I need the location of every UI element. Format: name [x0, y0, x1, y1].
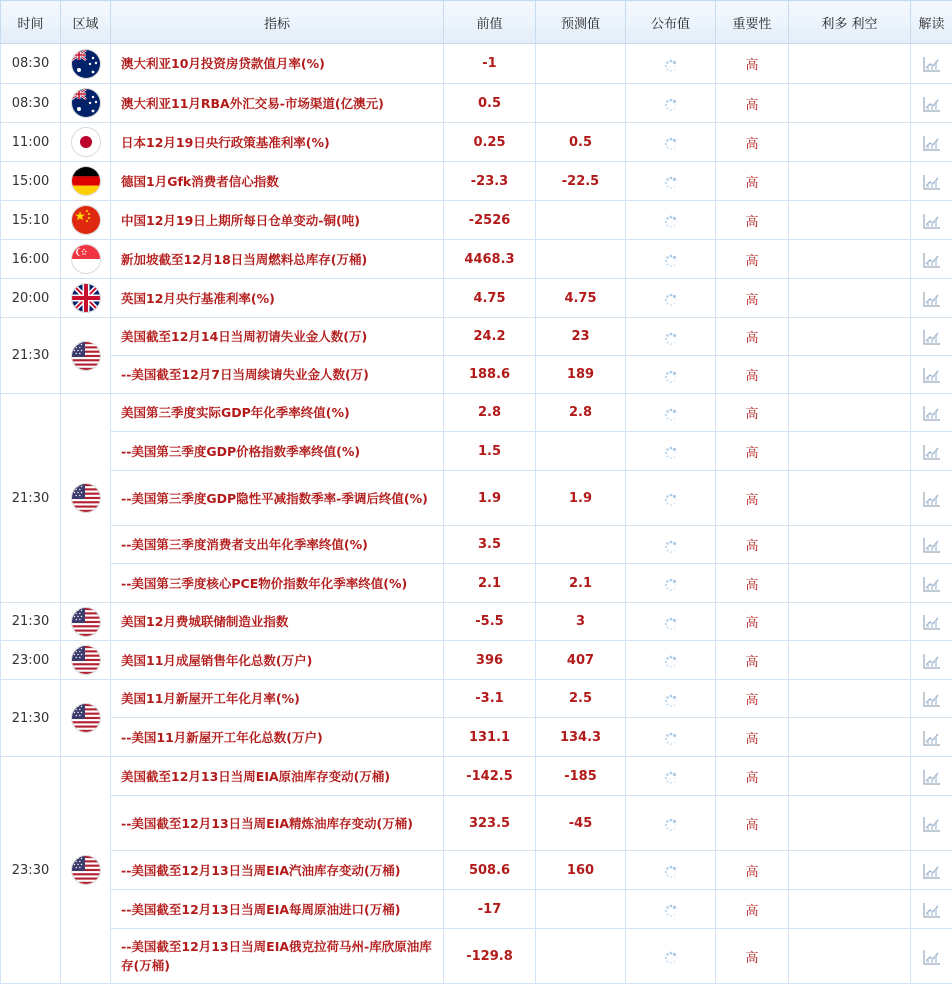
actual-cell — [626, 318, 716, 356]
line-chart-icon[interactable] — [922, 652, 942, 670]
table-row — [1, 718, 952, 757]
importance-cell: 高 — [716, 162, 789, 201]
analysis-cell[interactable] — [911, 796, 952, 851]
indicator-cell[interactable]: 美国截至12月13日当周EIA原油库存变动(万桶) — [111, 757, 444, 796]
analysis-cell[interactable] — [911, 84, 952, 123]
indicator-cell[interactable]: 英国12月央行基准利率(%) — [111, 279, 444, 318]
time-cell: 23:00 — [1, 641, 61, 680]
line-chart-icon[interactable] — [922, 404, 942, 422]
impact-cell — [789, 432, 911, 471]
loading-spinner-icon — [664, 407, 678, 421]
previous-cell: 188.6 — [444, 356, 536, 394]
impact-cell — [789, 356, 911, 394]
analysis-cell[interactable] — [911, 564, 952, 603]
actual-cell — [626, 44, 716, 84]
previous-cell: -3.1 — [444, 680, 536, 718]
table-row — [1, 526, 952, 564]
importance-cell: 高 — [716, 929, 789, 984]
indicator-cell[interactable]: 中国12月19日上期所每日仓单变动-铜(吨) — [111, 201, 444, 240]
loading-spinner-icon — [664, 97, 678, 111]
loading-spinner-icon — [664, 770, 678, 784]
indicator-cell[interactable]: --美国第三季度核心PCE物价指数年化季率终值(%) — [111, 564, 444, 603]
indicator-cell[interactable]: 澳大利亚11月RBA外汇交易-市场渠道(亿澳元) — [111, 84, 444, 123]
impact-cell — [789, 718, 911, 757]
line-chart-icon[interactable] — [922, 55, 942, 73]
previous-cell: -2526 — [444, 201, 536, 240]
previous-cell: 131.1 — [444, 718, 536, 757]
actual-cell — [626, 641, 716, 680]
line-chart-icon[interactable] — [922, 251, 942, 269]
indicator-cell[interactable]: 日本12月19日央行政策基准利率(%) — [111, 123, 444, 162]
forecast-cell: 189 — [536, 356, 626, 394]
region-cell — [61, 318, 111, 394]
table-row — [1, 44, 952, 84]
time-cell: 21:30 — [1, 603, 61, 641]
forecast-cell: -185 — [536, 757, 626, 796]
importance-cell: 高 — [716, 603, 789, 641]
previous-cell: 323.5 — [444, 796, 536, 851]
line-chart-icon[interactable] — [922, 490, 942, 508]
indicator-cell[interactable]: 澳大利亚10月投资房贷款值月率(%) — [111, 44, 444, 84]
forecast-cell: 4.75 — [536, 279, 626, 318]
time-cell: 15:00 — [1, 162, 61, 201]
table-row — [1, 851, 952, 890]
actual-cell — [626, 564, 716, 603]
impact-cell — [789, 240, 911, 279]
loading-spinner-icon — [664, 58, 678, 72]
actual-cell — [626, 394, 716, 432]
actual-cell — [626, 432, 716, 471]
previous-cell: -1 — [444, 44, 536, 84]
loading-spinner-icon — [664, 331, 678, 345]
indicator-cell[interactable]: 美国12月费城联储制造业指数 — [111, 603, 444, 641]
loading-spinner-icon — [664, 253, 678, 267]
importance-cell: 高 — [716, 201, 789, 240]
flag-au-icon — [72, 50, 100, 78]
loading-spinner-icon — [664, 654, 678, 668]
actual-cell — [626, 680, 716, 718]
importance-cell: 高 — [716, 44, 789, 84]
loading-spinner-icon — [664, 950, 678, 964]
importance-cell: 高 — [716, 356, 789, 394]
line-chart-icon[interactable] — [922, 613, 942, 631]
forecast-cell — [536, 929, 626, 984]
analysis-cell[interactable] — [911, 240, 952, 279]
forecast-cell — [536, 44, 626, 84]
region-cell — [61, 44, 111, 84]
indicator-cell[interactable]: --美国截至12月13日当周EIA俄克拉荷马州-库欣原油库存(万桶) — [111, 929, 444, 984]
line-chart-icon[interactable] — [922, 729, 942, 747]
previous-cell: -23.3 — [444, 162, 536, 201]
loading-spinner-icon — [664, 616, 678, 630]
analysis-cell[interactable] — [911, 432, 952, 471]
indicator-cell[interactable]: 美国截至12月14日当周初请失业金人数(万) — [111, 318, 444, 356]
analysis-cell[interactable] — [911, 394, 952, 432]
flag-sg-icon — [72, 245, 100, 273]
header-impact: 利多 利空 — [789, 1, 911, 44]
line-chart-icon[interactable] — [922, 443, 942, 461]
indicator-cell[interactable]: 新加坡截至12月18日当周燃料总库存(万桶) — [111, 240, 444, 279]
line-chart-icon[interactable] — [922, 95, 942, 113]
time-cell: 08:30 — [1, 84, 61, 123]
flag-au-icon — [72, 89, 100, 117]
actual-cell — [626, 851, 716, 890]
analysis-cell[interactable] — [911, 757, 952, 796]
line-chart-icon[interactable] — [922, 290, 942, 308]
header-forecast: 预测值 — [536, 1, 626, 44]
impact-cell — [789, 796, 911, 851]
table-row — [1, 318, 952, 356]
table-row — [1, 162, 952, 201]
importance-cell: 高 — [716, 851, 789, 890]
loading-spinner-icon — [664, 539, 678, 553]
importance-cell: 高 — [716, 718, 789, 757]
region-cell — [61, 757, 111, 984]
analysis-cell[interactable] — [911, 851, 952, 890]
actual-cell — [626, 123, 716, 162]
indicator-cell[interactable]: 美国第三季度实际GDP年化季率终值(%) — [111, 394, 444, 432]
loading-spinner-icon — [664, 864, 678, 878]
time-cell: 08:30 — [1, 44, 61, 84]
indicator-cell[interactable]: 美国11月成屋销售年化总数(万户) — [111, 641, 444, 680]
importance-cell: 高 — [716, 432, 789, 471]
indicator-cell[interactable]: --美国截至12月7日当周续请失业金人数(万) — [111, 356, 444, 394]
importance-cell: 高 — [716, 471, 789, 526]
flag-us-icon — [72, 484, 100, 512]
loading-spinner-icon — [664, 693, 678, 707]
importance-cell: 高 — [716, 84, 789, 123]
line-chart-icon[interactable] — [922, 768, 942, 786]
forecast-cell — [536, 432, 626, 471]
importance-cell: 高 — [716, 279, 789, 318]
previous-cell: -142.5 — [444, 757, 536, 796]
table-row — [1, 279, 952, 318]
table-row — [1, 929, 952, 984]
actual-cell — [626, 718, 716, 757]
analysis-cell[interactable] — [911, 162, 952, 201]
loading-spinner-icon — [664, 136, 678, 150]
header-time: 时间 — [1, 1, 61, 44]
indicator-cell[interactable]: 德国1月Gfk消费者信心指数 — [111, 162, 444, 201]
impact-cell — [789, 318, 911, 356]
previous-cell: 24.2 — [444, 318, 536, 356]
forecast-cell: 1.9 — [536, 471, 626, 526]
region-cell — [61, 394, 111, 603]
table-row — [1, 471, 952, 526]
previous-cell: 4468.3 — [444, 240, 536, 279]
loading-spinner-icon — [664, 492, 678, 506]
previous-cell: 2.1 — [444, 564, 536, 603]
importance-cell: 高 — [716, 318, 789, 356]
region-cell — [61, 279, 111, 318]
loading-spinner-icon — [664, 731, 678, 745]
header-indicator: 指标 — [111, 1, 444, 44]
actual-cell — [626, 471, 716, 526]
analysis-cell[interactable] — [911, 44, 952, 84]
previous-cell: -5.5 — [444, 603, 536, 641]
flag-us-icon — [72, 342, 100, 370]
importance-cell: 高 — [716, 757, 789, 796]
forecast-cell: 407 — [536, 641, 626, 680]
forecast-cell: 2.1 — [536, 564, 626, 603]
line-chart-icon[interactable] — [922, 212, 942, 230]
line-chart-icon[interactable] — [922, 328, 942, 346]
actual-cell — [626, 162, 716, 201]
time-cell: 11:00 — [1, 123, 61, 162]
forecast-cell: 134.3 — [536, 718, 626, 757]
previous-cell: -129.8 — [444, 929, 536, 984]
impact-cell — [789, 44, 911, 84]
region-cell — [61, 162, 111, 201]
previous-cell: 4.75 — [444, 279, 536, 318]
analysis-cell[interactable] — [911, 123, 952, 162]
impact-cell — [789, 84, 911, 123]
loading-spinner-icon — [664, 903, 678, 917]
header-row — [1, 1, 952, 44]
indicator-cell[interactable]: 美国11月新屋开工年化月率(%) — [111, 680, 444, 718]
flag-cn-icon — [72, 206, 100, 234]
forecast-cell: -45 — [536, 796, 626, 851]
impact-cell — [789, 123, 911, 162]
table-row — [1, 84, 952, 123]
time-cell: 23:30 — [1, 757, 61, 984]
forecast-cell: 2.8 — [536, 394, 626, 432]
importance-cell: 高 — [716, 564, 789, 603]
line-chart-icon[interactable] — [922, 948, 942, 966]
impact-cell — [789, 680, 911, 718]
impact-cell — [789, 757, 911, 796]
previous-cell: 2.8 — [444, 394, 536, 432]
line-chart-icon[interactable] — [922, 815, 942, 833]
forecast-cell — [536, 201, 626, 240]
impact-cell — [789, 929, 911, 984]
analysis-cell[interactable] — [911, 603, 952, 641]
header-previous: 前值 — [444, 1, 536, 44]
analysis-cell[interactable] — [911, 680, 952, 718]
time-cell: 21:30 — [1, 318, 61, 394]
region-cell — [61, 240, 111, 279]
impact-cell — [789, 394, 911, 432]
actual-cell — [626, 603, 716, 641]
line-chart-icon[interactable] — [922, 862, 942, 880]
indicator-cell[interactable]: --美国截至12月13日当周EIA每周原油进口(万桶) — [111, 890, 444, 929]
time-cell: 21:30 — [1, 394, 61, 603]
indicator-cell[interactable]: --美国截至12月13日当周EIA精炼油库存变动(万桶) — [111, 796, 444, 851]
line-chart-icon[interactable] — [922, 134, 942, 152]
analysis-cell[interactable] — [911, 471, 952, 526]
line-chart-icon[interactable] — [922, 366, 942, 384]
header-actual: 公布值 — [626, 1, 716, 44]
header-region: 区域 — [61, 1, 111, 44]
indicator-cell[interactable]: --美国第三季度GDP价格指数季率终值(%) — [111, 432, 444, 471]
actual-cell — [626, 84, 716, 123]
analysis-cell[interactable] — [911, 718, 952, 757]
importance-cell: 高 — [716, 796, 789, 851]
indicator-cell[interactable]: --美国截至12月13日当周EIA汽油库存变动(万桶) — [111, 851, 444, 890]
importance-cell: 高 — [716, 240, 789, 279]
analysis-cell[interactable] — [911, 641, 952, 680]
forecast-cell: 2.5 — [536, 680, 626, 718]
forecast-cell: -22.5 — [536, 162, 626, 201]
region-cell — [61, 123, 111, 162]
actual-cell — [626, 929, 716, 984]
forecast-cell: 3 — [536, 603, 626, 641]
actual-cell — [626, 757, 716, 796]
table-row — [1, 603, 952, 641]
forecast-cell: 0.5 — [536, 123, 626, 162]
previous-cell: -17 — [444, 890, 536, 929]
table-row — [1, 890, 952, 929]
table-body — [1, 44, 952, 984]
loading-spinner-icon — [664, 817, 678, 831]
flag-gb-icon — [72, 284, 100, 312]
table-row — [1, 394, 952, 432]
line-chart-icon[interactable] — [922, 173, 942, 191]
table-row — [1, 432, 952, 471]
loading-spinner-icon — [664, 214, 678, 228]
table-row — [1, 680, 952, 718]
flag-us-icon — [72, 704, 100, 732]
loading-spinner-icon — [664, 445, 678, 459]
importance-cell: 高 — [716, 123, 789, 162]
region-cell — [61, 641, 111, 680]
analysis-cell[interactable] — [911, 201, 952, 240]
forecast-cell — [536, 526, 626, 564]
table-row — [1, 201, 952, 240]
previous-cell: 1.9 — [444, 471, 536, 526]
analysis-cell[interactable] — [911, 526, 952, 564]
previous-cell: 1.5 — [444, 432, 536, 471]
importance-cell: 高 — [716, 680, 789, 718]
actual-cell — [626, 796, 716, 851]
actual-cell — [626, 240, 716, 279]
flag-jp-icon — [72, 128, 100, 156]
forecast-cell — [536, 84, 626, 123]
actual-cell — [626, 279, 716, 318]
analysis-cell[interactable] — [911, 279, 952, 318]
impact-cell — [789, 201, 911, 240]
line-chart-icon[interactable] — [922, 690, 942, 708]
impact-cell — [789, 471, 911, 526]
actual-cell — [626, 890, 716, 929]
analysis-cell[interactable] — [911, 929, 952, 984]
actual-cell — [626, 201, 716, 240]
impact-cell — [789, 851, 911, 890]
loading-spinner-icon — [664, 292, 678, 306]
region-cell — [61, 201, 111, 240]
region-cell — [61, 680, 111, 757]
importance-cell: 高 — [716, 641, 789, 680]
header-importance: 重要性 — [716, 1, 789, 44]
analysis-cell[interactable] — [911, 890, 952, 929]
indicator-cell[interactable]: --美国11月新屋开工年化总数(万户) — [111, 718, 444, 757]
table-row — [1, 757, 952, 796]
impact-cell — [789, 890, 911, 929]
analysis-cell[interactable] — [911, 318, 952, 356]
forecast-cell — [536, 240, 626, 279]
table-row — [1, 240, 952, 279]
indicator-cell[interactable]: --美国第三季度消费者支出年化季率终值(%) — [111, 526, 444, 564]
impact-cell — [789, 641, 911, 680]
line-chart-icon[interactable] — [922, 536, 942, 554]
importance-cell: 高 — [716, 890, 789, 929]
previous-cell: 0.5 — [444, 84, 536, 123]
line-chart-icon[interactable] — [922, 575, 942, 593]
line-chart-icon[interactable] — [922, 901, 942, 919]
actual-cell — [626, 356, 716, 394]
forecast-cell — [536, 890, 626, 929]
flag-us-icon — [72, 608, 100, 636]
table-row — [1, 641, 952, 680]
table-row — [1, 356, 952, 394]
header-analysis: 解读 — [911, 1, 952, 44]
region-cell — [61, 603, 111, 641]
flag-us-icon — [72, 856, 100, 884]
time-cell: 16:00 — [1, 240, 61, 279]
time-cell: 15:10 — [1, 201, 61, 240]
impact-cell — [789, 564, 911, 603]
previous-cell: 0.25 — [444, 123, 536, 162]
impact-cell — [789, 162, 911, 201]
actual-cell — [626, 526, 716, 564]
previous-cell: 396 — [444, 641, 536, 680]
impact-cell — [789, 526, 911, 564]
previous-cell: 508.6 — [444, 851, 536, 890]
table-row — [1, 564, 952, 603]
forecast-cell: 23 — [536, 318, 626, 356]
flag-de-icon — [72, 167, 100, 195]
time-cell: 21:30 — [1, 680, 61, 757]
time-cell: 20:00 — [1, 279, 61, 318]
loading-spinner-icon — [664, 577, 678, 591]
impact-cell — [789, 603, 911, 641]
analysis-cell[interactable] — [911, 356, 952, 394]
loading-spinner-icon — [664, 369, 678, 383]
impact-cell — [789, 279, 911, 318]
forecast-cell: 160 — [536, 851, 626, 890]
loading-spinner-icon — [664, 175, 678, 189]
previous-cell: 3.5 — [444, 526, 536, 564]
table-row — [1, 796, 952, 851]
table-row — [1, 123, 952, 162]
importance-cell: 高 — [716, 526, 789, 564]
importance-cell: 高 — [716, 394, 789, 432]
region-cell — [61, 84, 111, 123]
indicator-cell[interactable]: --美国第三季度GDP隐性平减指数季率-季调后终值(%) — [111, 471, 444, 526]
flag-us-icon — [72, 646, 100, 674]
